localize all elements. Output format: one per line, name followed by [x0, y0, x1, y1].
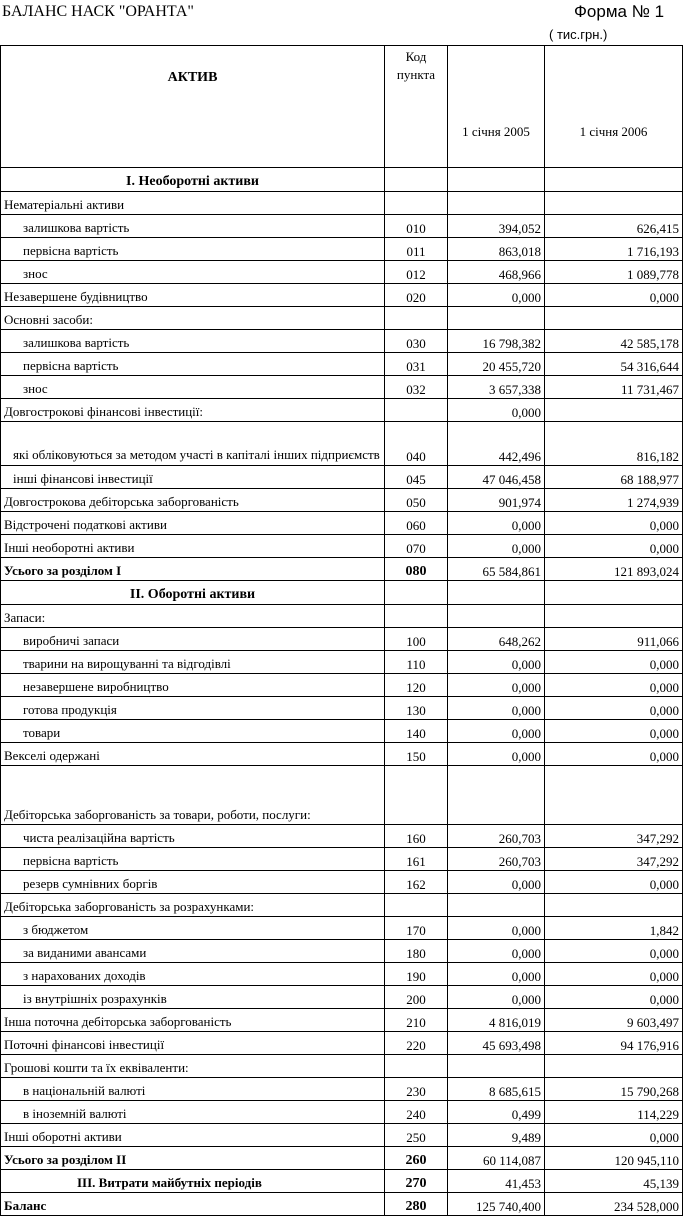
row-label: товари: [1, 720, 385, 743]
row-value-2006: 0,000: [545, 535, 683, 558]
row-code: 070: [385, 535, 448, 558]
row-label: Інші необоротні активи: [1, 535, 385, 558]
table-row: [1, 917, 683, 940]
row-value-2005: [448, 192, 545, 215]
unit-label: ( тис.грн.): [549, 27, 608, 42]
row-value-2006: 234 528,000: [545, 1193, 683, 1216]
row-code: 130: [385, 697, 448, 720]
row-value-2005: 16 798,382: [448, 330, 545, 353]
row-value-2006: [545, 894, 683, 917]
table-row: [1, 535, 683, 558]
row-value-2005: [448, 581, 545, 605]
row-code: 020: [385, 284, 448, 307]
row-value-2006: 0,000: [545, 651, 683, 674]
row-value-2005: 65 584,861: [448, 558, 545, 581]
table-row: [1, 512, 683, 535]
row-value-2005: 0,000: [448, 743, 545, 766]
row-value-2006: [545, 307, 683, 330]
table-row: [1, 605, 683, 628]
row-value-2006: 0,000: [545, 512, 683, 535]
row-label: Усього за розділом ІІ: [1, 1147, 385, 1170]
row-label: ІІ. Оборотні активи: [1, 581, 385, 605]
row-value-2006: 1 716,193: [545, 238, 683, 261]
table-row: [1, 489, 683, 512]
row-value-2006: 11 731,467: [545, 376, 683, 399]
row-value-2006: 0,000: [545, 1124, 683, 1147]
row-label: Нематеріальні активи: [1, 192, 385, 215]
row-value-2005: 442,496: [448, 422, 545, 466]
row-code: [385, 399, 448, 422]
table-row: [1, 284, 683, 307]
row-label: Грошові кошти та їх еквіваленти:: [1, 1055, 385, 1078]
row-value-2005: 863,018: [448, 238, 545, 261]
row-value-2005: 0,000: [448, 512, 545, 535]
row-value-2006: 0,000: [545, 697, 683, 720]
row-code: 150: [385, 743, 448, 766]
table-row: [1, 894, 683, 917]
row-code: 230: [385, 1078, 448, 1101]
table-row: [1, 1009, 683, 1032]
row-code: [385, 307, 448, 330]
row-code: [385, 1055, 448, 1078]
row-code: 012: [385, 261, 448, 284]
row-value-2006: 347,292: [545, 848, 683, 871]
row-value-2006: 9 603,497: [545, 1009, 683, 1032]
row-value-2006: 68 188,977: [545, 466, 683, 489]
row-value-2005: 3 657,338: [448, 376, 545, 399]
row-value-2005: [448, 766, 545, 825]
row-value-2005: 0,000: [448, 871, 545, 894]
row-value-2006: [545, 399, 683, 422]
row-code: 100: [385, 628, 448, 651]
table-row: [1, 628, 683, 651]
row-label: знос: [1, 261, 385, 284]
balance-table: [0, 45, 683, 1216]
row-code: 120: [385, 674, 448, 697]
row-value-2006: 816,182: [545, 422, 683, 466]
row-label: залишкова вартість: [1, 330, 385, 353]
row-value-2006: 1 274,939: [545, 489, 683, 512]
row-value-2006: 121 893,024: [545, 558, 683, 581]
row-label: за виданими авансами: [1, 940, 385, 963]
table-row: [1, 697, 683, 720]
row-value-2006: [545, 605, 683, 628]
row-label: Векселі одержані: [1, 743, 385, 766]
row-value-2005: 125 740,400: [448, 1193, 545, 1216]
row-value-2006: 114,229: [545, 1101, 683, 1124]
row-label: первісна вартість: [1, 353, 385, 376]
row-value-2005: 60 114,087: [448, 1147, 545, 1170]
row-value-2005: [448, 168, 545, 192]
row-value-2006: 626,415: [545, 215, 683, 238]
row-value-2005: 260,703: [448, 825, 545, 848]
row-code: 060: [385, 512, 448, 535]
table-row: [1, 215, 683, 238]
aktiv-header: АКТИВ: [1, 46, 385, 168]
table-row: [1, 558, 683, 581]
row-value-2005: 4 816,019: [448, 1009, 545, 1032]
table-row: [1, 1055, 683, 1078]
row-value-2006: [545, 581, 683, 605]
row-value-2005: 8 685,615: [448, 1078, 545, 1101]
row-code: [385, 581, 448, 605]
row-label: які обліковуються за методом участі в капіталі інших підприємств: [1, 422, 385, 466]
row-code: 190: [385, 963, 448, 986]
table-row: [1, 330, 683, 353]
row-code: 010: [385, 215, 448, 238]
row-value-2005: 468,966: [448, 261, 545, 284]
code-header: [385, 46, 448, 168]
row-code: 161: [385, 848, 448, 871]
row-label: в національній валюті: [1, 1078, 385, 1101]
row-value-2006: 0,000: [545, 986, 683, 1009]
form-number: Форма № 1: [574, 2, 665, 21]
row-label: тварини на вирощуванні та відгодівлі: [1, 651, 385, 674]
table-row: [1, 581, 683, 605]
table-row: [1, 1193, 683, 1216]
row-label: незавершене виробництво: [1, 674, 385, 697]
table-row: [1, 1101, 683, 1124]
row-code: 011: [385, 238, 448, 261]
row-code: 140: [385, 720, 448, 743]
table-row: [1, 422, 683, 466]
row-value-2006: 0,000: [545, 743, 683, 766]
row-value-2006: 0,000: [545, 940, 683, 963]
row-label: Незавершене будівництво: [1, 284, 385, 307]
table-row: [1, 1078, 683, 1101]
row-code: 045: [385, 466, 448, 489]
year2-header: 1 січня 2006: [545, 46, 683, 168]
row-value-2005: 20 455,720: [448, 353, 545, 376]
row-label: в іноземній валюті: [1, 1101, 385, 1124]
row-label: залишкова вартість: [1, 215, 385, 238]
row-value-2006: 1,842: [545, 917, 683, 940]
row-value-2005: 0,000: [448, 940, 545, 963]
row-value-2005: [448, 307, 545, 330]
row-code: 220: [385, 1032, 448, 1055]
row-code: 210: [385, 1009, 448, 1032]
row-value-2006: 0,000: [545, 284, 683, 307]
row-label: Баланс: [1, 1193, 385, 1216]
table-row: [1, 238, 683, 261]
row-value-2006: 15 790,268: [545, 1078, 683, 1101]
row-label: Інші оборотні активи: [1, 1124, 385, 1147]
year1-header: 1 січня 2005: [448, 46, 545, 168]
row-value-2005: 45 693,498: [448, 1032, 545, 1055]
row-label: Відстрочені податкові активи: [1, 512, 385, 535]
row-value-2005: 0,000: [448, 284, 545, 307]
row-label: із внутрішніх розрахунків: [1, 986, 385, 1009]
table-row: [1, 1147, 683, 1170]
row-value-2005: [448, 605, 545, 628]
row-value-2005: 0,499: [448, 1101, 545, 1124]
row-code: 040: [385, 422, 448, 466]
row-value-2006: [545, 168, 683, 192]
row-code: [385, 766, 448, 825]
row-label: Довгострокова дебіторська заборгованість: [1, 489, 385, 512]
row-label: інші фінансові інвестиції: [1, 466, 385, 489]
row-value-2006: 0,000: [545, 871, 683, 894]
row-label: Інша поточна дебіторська заборгованість: [1, 1009, 385, 1032]
row-value-2006: 0,000: [545, 963, 683, 986]
table-row: [1, 674, 683, 697]
table-row: [1, 940, 683, 963]
row-label: Дебіторська заборгованість за розрахунками:: [1, 894, 385, 917]
table-row: [1, 986, 683, 1009]
row-value-2005: 648,262: [448, 628, 545, 651]
table-row: [1, 1032, 683, 1055]
table-row: [1, 848, 683, 871]
table-row: [1, 1170, 683, 1193]
row-code: 180: [385, 940, 448, 963]
row-label: Дебіторська заборгованість за товари, роботи, послуги:: [1, 766, 385, 825]
table-row: [1, 766, 683, 825]
row-label: готова продукція: [1, 697, 385, 720]
row-value-2005: 260,703: [448, 848, 545, 871]
row-value-2005: 0,000: [448, 720, 545, 743]
table-row: [1, 399, 683, 422]
row-code: 030: [385, 330, 448, 353]
row-value-2005: 901,974: [448, 489, 545, 512]
row-value-2005: [448, 894, 545, 917]
row-value-2005: 47 046,458: [448, 466, 545, 489]
table-row: [1, 743, 683, 766]
row-value-2006: 120 945,110: [545, 1147, 683, 1170]
row-code: 170: [385, 917, 448, 940]
row-label: первісна вартість: [1, 848, 385, 871]
table-row: [1, 825, 683, 848]
row-value-2005: 0,000: [448, 399, 545, 422]
table-row: [1, 376, 683, 399]
row-value-2005: 0,000: [448, 697, 545, 720]
row-value-2006: [545, 192, 683, 215]
table-row: [1, 963, 683, 986]
table-row: [1, 353, 683, 376]
row-label: ІІІ. Витрати майбутніх періодів: [1, 1170, 385, 1193]
row-value-2005: 0,000: [448, 535, 545, 558]
row-code: 270: [385, 1170, 448, 1193]
row-label: І. Необоротні активи: [1, 168, 385, 192]
row-code: [385, 894, 448, 917]
row-value-2006: 1 089,778: [545, 261, 683, 284]
row-label: Основні засоби:: [1, 307, 385, 330]
table-row: [1, 466, 683, 489]
row-value-2005: 41,453: [448, 1170, 545, 1193]
row-label: первісна вартість: [1, 238, 385, 261]
row-code: [385, 168, 448, 192]
row-code: 110: [385, 651, 448, 674]
row-value-2005: 0,000: [448, 674, 545, 697]
row-code: 050: [385, 489, 448, 512]
row-value-2006: 0,000: [545, 720, 683, 743]
document-title: БАЛАНС НАСК "ОРАНТА": [2, 3, 194, 20]
row-value-2005: 0,000: [448, 963, 545, 986]
row-code: [385, 605, 448, 628]
row-value-2006: 347,292: [545, 825, 683, 848]
table-row: [1, 307, 683, 330]
table-row: [1, 871, 683, 894]
row-code: 160: [385, 825, 448, 848]
code-header-line2: пункта: [396, 67, 436, 82]
table-row: [1, 651, 683, 674]
row-code: 162: [385, 871, 448, 894]
table-row: [1, 168, 683, 192]
row-code: 031: [385, 353, 448, 376]
row-label: резерв сумнівних боргів: [1, 871, 385, 894]
row-label: Усього за розділом І: [1, 558, 385, 581]
row-code: 250: [385, 1124, 448, 1147]
row-code: 200: [385, 986, 448, 1009]
row-label: Довгострокові фінансові інвестиції:: [1, 399, 385, 422]
table-row: [1, 192, 683, 215]
table-row: [1, 261, 683, 284]
table-row: [1, 1124, 683, 1147]
row-value-2005: [448, 1055, 545, 1078]
row-label: виробничі запаси: [1, 628, 385, 651]
row-value-2005: 9,489: [448, 1124, 545, 1147]
row-code: 240: [385, 1101, 448, 1124]
row-code: 260: [385, 1147, 448, 1170]
row-value-2006: 94 176,916: [545, 1032, 683, 1055]
row-label: Запаси:: [1, 605, 385, 628]
row-value-2006: 54 316,644: [545, 353, 683, 376]
row-value-2006: 45,139: [545, 1170, 683, 1193]
row-value-2005: 0,000: [448, 917, 545, 940]
row-value-2005: 0,000: [448, 986, 545, 1009]
row-value-2005: 394,052: [448, 215, 545, 238]
row-label: Поточні фінансові інвестиції: [1, 1032, 385, 1055]
row-label: з бюджетом: [1, 917, 385, 940]
row-code: 080: [385, 558, 448, 581]
row-value-2006: 911,066: [545, 628, 683, 651]
row-value-2006: [545, 1055, 683, 1078]
row-label: знос: [1, 376, 385, 399]
row-value-2006: [545, 766, 683, 825]
row-code: 032: [385, 376, 448, 399]
row-label: чиста реалізаційна вартість: [1, 825, 385, 848]
code-header-line1: Код: [405, 49, 427, 64]
table-header-row: [1, 46, 683, 168]
row-value-2006: 0,000: [545, 674, 683, 697]
row-value-2005: 0,000: [448, 651, 545, 674]
row-label: з нарахованих доходів: [1, 963, 385, 986]
row-value-2006: 42 585,178: [545, 330, 683, 353]
row-code: [385, 192, 448, 215]
row-code: 280: [385, 1193, 448, 1216]
table-row: [1, 720, 683, 743]
